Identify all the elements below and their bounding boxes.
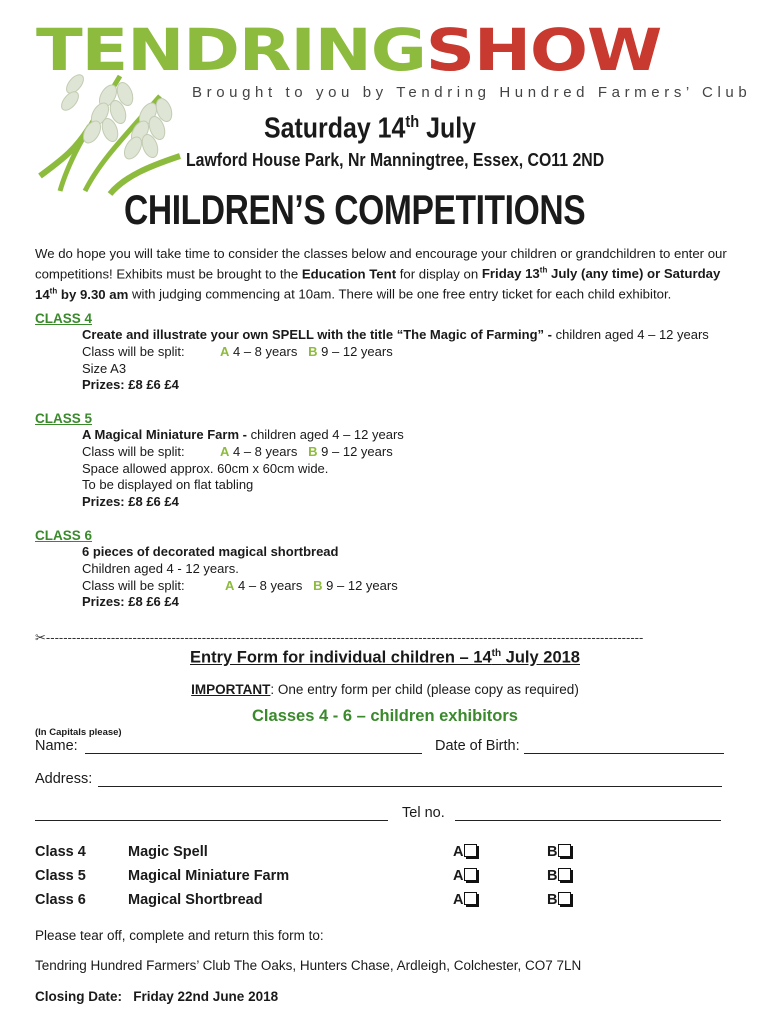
class-6-split: Class will be split: [82, 577, 185, 593]
tel-field[interactable] [455, 820, 721, 821]
class-4-size: Size A3 [82, 360, 127, 376]
class-4-heading: CLASS 4 [35, 311, 93, 326]
intro-by-time: by 9.30 am [57, 286, 129, 302]
entry-class-name: Magical Shortbread [128, 892, 263, 908]
option-b [547, 844, 571, 860]
option-a-label: A [453, 844, 464, 860]
intro-text: We do hope you will take time to consider the classes below and encourage your children or grandchildren to enter our competitions! Exhibits must be brought to the [35, 246, 727, 282]
checkbox-a[interactable] [464, 844, 477, 857]
class-6-ages: Children aged 4 - 12 years. [82, 560, 239, 576]
group-b: B [308, 443, 318, 459]
logo-word-show: SHOW [425, 16, 662, 84]
intro-july-any: July (any time) or Saturday 14 [35, 266, 721, 302]
entry-class-name: Magical Miniature Farm [128, 868, 290, 884]
class-5-display: To be displayed on flat tabling [82, 477, 254, 493]
closing-date-value: Friday 22nd June 2018 [133, 989, 279, 1004]
class-6-details [82, 544, 398, 611]
group-a: A [220, 343, 230, 359]
class-6-heading: CLASS 6 [35, 528, 93, 543]
checkbox-a[interactable] [464, 892, 477, 905]
class-5-details [82, 427, 404, 511]
group-a: A [220, 443, 230, 459]
date-month: July [419, 112, 477, 145]
form-title-text: Entry Form for individual children – 14 [190, 648, 492, 667]
address-field-line-2[interactable] [35, 820, 388, 821]
group-b: B [308, 343, 318, 359]
intro-text: for display on [396, 266, 482, 282]
page-title: CHILDREN’S COMPETITIONS [124, 186, 586, 233]
date-main: Saturday 14 [264, 112, 406, 145]
checkbox-b[interactable] [558, 844, 571, 857]
group-a-ages: 4 – 8 years [234, 577, 303, 593]
date-sup: th [405, 112, 420, 131]
important-note [0, 682, 770, 697]
classes-heading: Classes 4 - 6 – children exhibitors [252, 707, 518, 725]
venue: Lawford House Park, Nr Manningtree, Essex, CO11 2ND [186, 150, 605, 170]
form-title-sup: th [491, 648, 502, 659]
class-5-ages: children aged 4 – 12 years [250, 427, 404, 442]
closing-date [35, 989, 278, 1004]
group-b: B [313, 577, 323, 593]
capitals-note: (In Capitals please) [35, 727, 122, 738]
entry-class: Class 6 [35, 892, 86, 908]
class-4-prizes: Prizes: £8 £6 £4 [82, 377, 179, 393]
option-b [547, 868, 571, 884]
dob-field[interactable] [524, 753, 724, 754]
group-a-ages: 4 – 8 years [229, 343, 298, 359]
class-5-prizes: Prizes: £8 £6 £4 [82, 494, 179, 510]
intro-friday: Friday 13 [481, 266, 540, 282]
name-label: Name: [35, 738, 78, 754]
group-a: A [225, 577, 235, 593]
scissors-icon: ✂ [35, 631, 46, 646]
return-address: Tendring Hundred Farmers’ Club The Oaks, Hunters Chase, Ardleigh, Colchester, CO7 7LN [35, 958, 582, 973]
class-5-heading: CLASS 5 [35, 411, 93, 426]
class-4-details [82, 327, 709, 394]
entry-class-name: Magic Spell [128, 844, 208, 860]
group-b-ages: 9 – 12 years [317, 343, 393, 359]
group-b-ages: 9 – 12 years [317, 443, 393, 459]
form-title-end: July 2018 [501, 648, 580, 667]
dob-label: Date of Birth: [435, 738, 520, 754]
tel-label: Tel no. [402, 805, 445, 821]
intro-paragraph [35, 245, 745, 303]
intro-sup: th [49, 286, 58, 296]
option-b-label: B [547, 868, 558, 884]
show-logo [36, 16, 662, 84]
class-5-description: A Magical Miniature Farm - [82, 427, 251, 442]
class-4-split: Class will be split: [82, 343, 185, 359]
dashed-rule: ------------------------------------------------------------------------------------------------------------------------------------------ [45, 630, 644, 645]
option-a-label: A [453, 868, 464, 884]
intro-text: with judging commencing at 10am. There will be one free entry ticket for each child exhibitor. [128, 286, 672, 302]
option-a [453, 892, 477, 908]
class-4-description: Create and illustrate your own SPELL with the title “The Magic of Farming” - [82, 327, 556, 342]
intro-tent: Education Tent [301, 266, 397, 282]
return-instructions: Please tear off, complete and return this form to: [35, 928, 324, 943]
class-6-prizes: Prizes: £8 £6 £4 [82, 594, 179, 610]
intro-sup: th [539, 266, 548, 275]
class-5-space: Space allowed approx. 60cm x 60cm wide. [82, 460, 329, 476]
entry-form-title [0, 648, 770, 668]
option-b [547, 892, 571, 908]
name-field[interactable] [85, 753, 422, 754]
address-label: Address: [35, 771, 93, 787]
entry-class: Class 5 [35, 868, 86, 884]
class-6-description: 6 pieces of decorated magical shortbread [82, 544, 339, 559]
class-4-ages: children aged 4 – 12 years [555, 327, 709, 342]
group-a-ages: 4 – 8 years [229, 443, 298, 459]
event-date [264, 112, 476, 146]
group-b-ages: 9 – 12 years [322, 577, 398, 593]
tear-off-line [35, 630, 725, 646]
option-a [453, 844, 477, 860]
checkbox-b[interactable] [558, 892, 571, 905]
tagline: Brought to you by Tendring Hundred Farmers’ Club [192, 84, 752, 101]
closing-label: Closing Date: [35, 989, 123, 1004]
important-text: : One entry form per child (please copy as required) [270, 682, 579, 697]
option-b-label: B [547, 844, 558, 860]
option-a-label: A [453, 892, 464, 908]
option-a [453, 868, 477, 884]
option-b-label: B [547, 892, 558, 908]
important-label: IMPORTANT [191, 682, 271, 697]
checkbox-a[interactable] [464, 868, 477, 881]
entry-class: Class 4 [35, 844, 86, 860]
checkbox-b[interactable] [558, 868, 571, 881]
logo-word-tendring: TENDRING [36, 16, 426, 84]
address-field[interactable] [98, 786, 722, 787]
class-5-split: Class will be split: [82, 443, 185, 459]
